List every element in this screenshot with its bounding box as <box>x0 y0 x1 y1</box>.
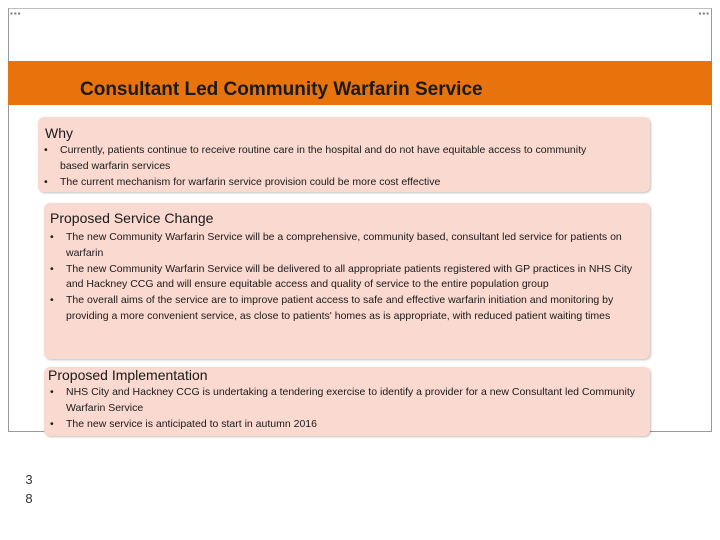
why-list <box>44 143 614 190</box>
proposed-change-heading: Proposed Service Change <box>50 210 214 226</box>
bullet-icon: • <box>44 144 48 156</box>
bullet-icon: • <box>50 294 54 307</box>
implementation-heading: Proposed Implementation <box>48 367 208 383</box>
bullet-icon: • <box>50 262 54 275</box>
list-item: • The new Community Warfarin Service will be delivered to all appropriate patients registered with GP practices in NHS City and Hackney CCG and will ensure equitable access and quality of service to the entire population group <box>50 262 633 291</box>
list-item: • NHS City and Hackney CCG is undertaking a tendering exercise to identify a provider for a new Consultant led Community Warfarin Service <box>50 386 636 414</box>
list-item: • The new Community Warfarin Service will be a comprehensive, community based, consultant led service for patients on warfarin <box>50 231 622 259</box>
implementation-list <box>50 385 640 432</box>
why-heading: Why <box>45 125 73 141</box>
bullet-icon: • <box>50 386 54 398</box>
slide-title: Consultant Led Community Warfarin Service <box>80 79 483 100</box>
slide-number: 3 8 <box>25 472 33 506</box>
corner-mark-icon: ▪▪▪ <box>10 9 22 18</box>
bullet-icon: • <box>50 417 54 430</box>
list-item: • The current mechanism for warfarin service provision could be more cost effective <box>44 175 614 191</box>
list-item: • The new service is anticipated to start in autumn 2016 <box>50 417 640 433</box>
list-item: • Currently, patients continue to receive routine care in the hospital and do not have equitable access to community based warfarin services <box>44 144 587 172</box>
proposed-change-box <box>44 203 650 359</box>
bullet-icon: • <box>50 231 54 243</box>
bullet-icon: • <box>44 175 48 188</box>
corner-mark-icon: ▪▪▪ <box>698 9 710 18</box>
list-item: • The overall aims of the service are to improve patient access to safe and effective warfarin initiation and monitoring by providing a more convenient service, as close to patients' homes as is appropriate, with reduced patient waiting times <box>50 294 614 322</box>
proposed-change-list <box>50 230 642 325</box>
why-box <box>38 117 650 192</box>
implementation-box <box>44 367 650 436</box>
